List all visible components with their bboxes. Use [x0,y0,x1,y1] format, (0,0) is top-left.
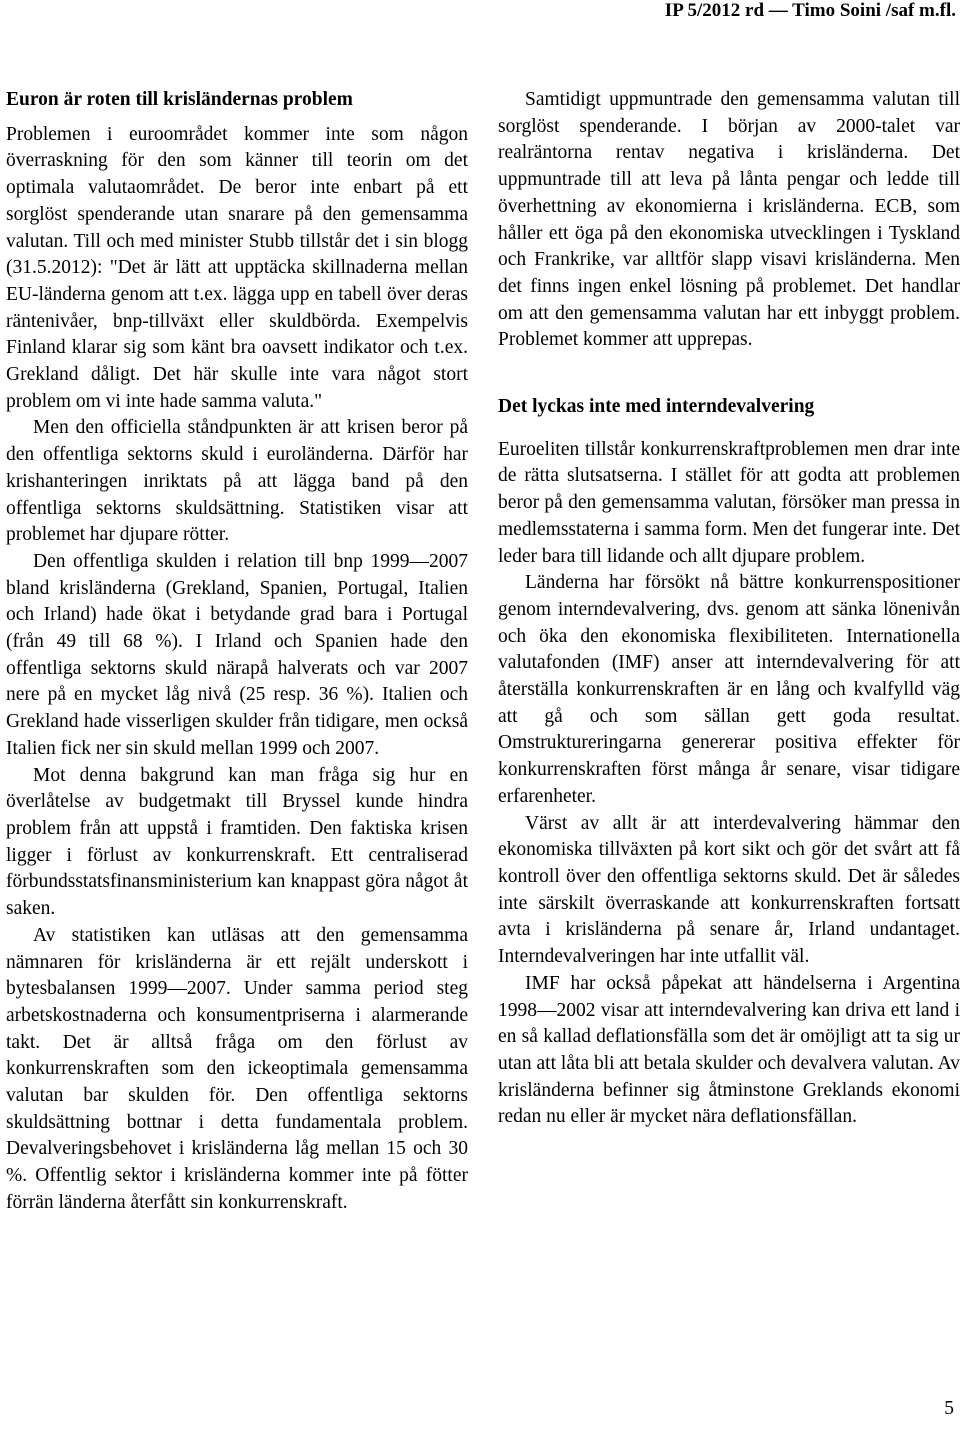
paragraph: Värst av allt är att interdevalvering hämmar den ekonomiska tillväxten på kort sikt och gör det svårt att få kontroll över den offentliga sektorns skuld. Det är således inte särskilt överraskande att konkurrenskraften fortsatt avta i krisländerna på senare år, Irland undantaget. Interndevalveringen har inte utfallit väl. [498,812,960,968]
section-heading-right: Det lyckas inte med interndevalvering [498,396,815,418]
page-header: IP 5/2012 rd — Timo Soini /saf m.fl. [664,0,956,21]
section-heading-left: Euron är roten till krisländernas problem [6,89,353,110]
paragraph: Samtidigt uppmuntrade den gemensamma valutan till sorglöst spenderande. I början av 2000-talet var realräntorna rentav negativa i krisländerna. Det uppmuntrade till att leva på lånta pengar och ledde till överhettning av ekonomierna i krisländerna. ECB, som håller ett öga på den ekonomiska utvecklingen i Tyskland och Frankrike, var alltför slapp visavi krisländerna. Men det finns ingen enkel lösning på problemet. Det handlar om att den gemensamma valutan har ett inbyggt problem. Problemet kommer att upprepas. [498,89,960,351]
paragraph: Men den officiella ståndpunkten är att krisen beror på den offentliga sektorns skuld i euroländerna. Därför har krishanteringen inriktats på att lägga band på den offentliga sektorns skuldsättning. Statistiken visar att problemet har djupare rötter. [6,417,468,546]
right-column [498,87,960,1131]
paragraph: IMF har också påpekat att händelserna i Argentina 1998—2002 visar att interndevalvering kan driva ett land i en så kallad deflationsfälla som det är omöjligt att ta sig ur utan att låta bli att betala skulder och devalvera valutan. Av krisländerna befinner sig åtminstone Greklands ekonomi redan nu eller är mycket nära deflationsfällan. [498,972,960,1128]
paragraph: Mot denna bakgrund kan man fråga sig hur en överlåtelse av budgetmakt till Bryssel kunde hindra problem från att uppstå i framtiden. Den faktiska krisen ligger i förlust av konkurrenskraft. Ett centraliserad förbundsstatsfinansministerium kan knappast göra något åt saken. [6,764,468,920]
paragraph: Länderna har försökt nå bättre konkurrenspositioner genom interndevalvering, dvs. genom att sänka lönenivån och öka den ekonomiska flexibiliteten. Internationella valutafonden (IMF) anser att interndevalvering för att återställa konkurrenskraften är en lång och kvalfylld väg att gå och som sällan gett goda resultat. Omstruktureringarna genererar positiva effekter för konkurrenskraften först många år senare, visar tidigare erfarenheter. [498,572,960,807]
page-number: 5 [944,1398,954,1419]
paragraph: Av statistiken kan utläsas att den gemensamma nämnaren för krisländerna är ett rejält underskott i bytesbalansen 1999—2007. Under samma period steg arbetskostnaderna och konsumentpriserna i alarmerande takt. Det är alltså fråga om den förlust av konkurrenskraften som den ickeoptimala gemensamma valutan bar skulden för. Den offentliga sektorns skuldsättning bottnar i detta fundamentala problem. Devalveringsbehovet i krisländerna låg mellan 15 och 30 %. Offentlig sektor i krisländerna kommer inte på fötter förrän länderna återfått sin konkurrenskraft. [6,924,468,1213]
paragraph: Euroeliten tillstår konkurrenskraftproblemen men drar inte de rätta slutsatserna. I stället för att godta att problemen beror på den gemensamma valutan, försöker man pressa in medlemsstaterna i samma form. Men det fungerar inte. Det leder bara till lidande och allt djupare problem. [498,438,960,567]
left-column [6,87,468,1217]
paragraph: Problemen i euroområdet kommer inte som någon överraskning för den som känner till teorin om det optimala valutaområdet. De beror inte enbart på ett sorglöst spenderande utan snarare på den gemensamma valutan. Till och med minister Stubb tillstår det i sin blogg (31.5.2012): "Det är lätt att upptäcka skillnaderna mellan EU-länderna genom att t.ex. lägga upp en tabell över deras räntenivåer, bnp-tillväxt eller skuldbörda. Exempelvis Finland klarar sig som känt bra oavsett indikator och t.ex. Grekland dåligt. Det här skulle inte vara något stort problem om vi inte hade samma valuta." [6,123,468,412]
paragraph: Den offentliga skulden i relation till bnp 1999—2007 bland krisländerna (Grekland, Spanien, Portugal, Italien och Irland) hade ökat i betydande grad bara i Portugal (från 49 till 68 %). I Irland och Spanien hade den offentliga sektorns skuld närapå halverats och var 2007 nere på en mycket låg nivå (25 resp. 36 %). Italien och Grekland hade visserligen skulder från tidigare, men också Italien fick ner sin skuld mellan 1999 och 2007. [6,550,468,759]
